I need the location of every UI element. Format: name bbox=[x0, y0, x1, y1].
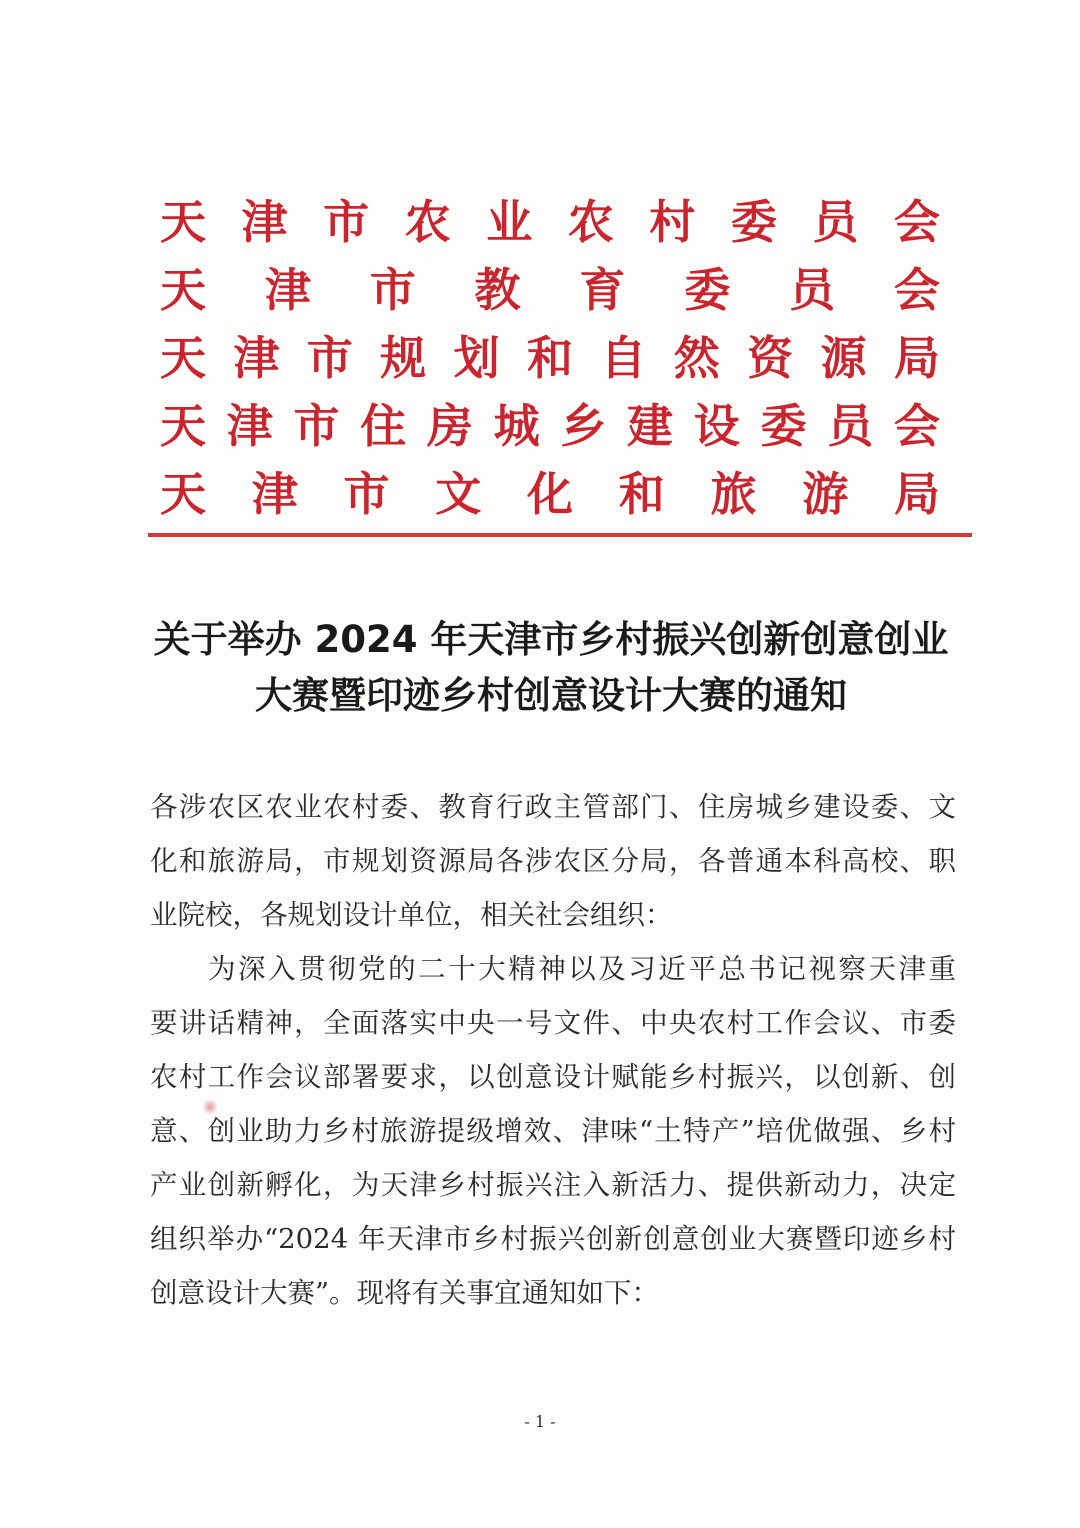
issuer-char: 农 bbox=[404, 195, 451, 249]
issuer-char: 村 bbox=[649, 195, 696, 249]
issuer-char: 津 bbox=[226, 399, 273, 453]
paragraph-line: 创意设计大赛”。现将有关事宜通知如下： bbox=[150, 1277, 660, 1309]
issuer-char: 房 bbox=[426, 399, 473, 453]
issuer-char: 教 bbox=[474, 263, 521, 317]
issuer-line bbox=[160, 324, 940, 392]
issuer-line bbox=[160, 460, 940, 528]
issuer-char: 和 bbox=[526, 331, 573, 385]
issuer-char: 和 bbox=[618, 467, 665, 521]
issuer-char: 旅 bbox=[710, 467, 757, 521]
issuer-char: 化 bbox=[527, 467, 573, 521]
title-line: 关于举办 2024 年天津市乡村振兴创新创意创业 bbox=[153, 618, 949, 661]
issuer-char: 农 bbox=[567, 195, 614, 249]
paragraph-line: 组织举办“2024 年天津市乡村振兴创新创意创业大赛暨印迹乡村 bbox=[150, 1223, 956, 1255]
issuer-char: 会 bbox=[893, 195, 940, 249]
issuer-char: 育 bbox=[579, 263, 626, 317]
paragraph-line: 为深入贯彻党的二十大精神以及习近平总书记视察天津重 bbox=[208, 953, 956, 985]
issuer-char: 津 bbox=[233, 331, 280, 385]
issuer-line bbox=[160, 256, 940, 324]
issuer-char: 委 bbox=[684, 263, 731, 317]
issuer-char: 自 bbox=[600, 331, 647, 385]
issuer-char: 市 bbox=[306, 331, 353, 385]
issuer-char: 文 bbox=[435, 467, 482, 521]
issuer-char: 天 bbox=[160, 263, 206, 317]
issuer-char: 然 bbox=[673, 331, 720, 385]
red-header-rule bbox=[148, 533, 972, 537]
issuer-char: 游 bbox=[802, 467, 849, 521]
issuer-char: 津 bbox=[251, 467, 298, 521]
issuer-char: 市 bbox=[323, 195, 370, 249]
issuer-char: 会 bbox=[893, 399, 940, 453]
page-number: - 1 - bbox=[524, 1412, 556, 1431]
paragraph-line: 意、创业助力乡村旅游提级增效、津味“土特产”培优做强、乡村 bbox=[150, 1115, 956, 1147]
issuer-char: 员 bbox=[789, 263, 836, 317]
issuer-char: 局 bbox=[893, 331, 940, 385]
issuer-char: 津 bbox=[264, 263, 311, 317]
issuer-char: 委 bbox=[760, 399, 807, 453]
paragraph-line: 产业创新孵化，为天津乡村振兴注入新活力、提供新动力，决定 bbox=[150, 1169, 956, 1201]
issuer-char: 员 bbox=[812, 195, 859, 249]
document-title bbox=[150, 612, 952, 724]
issuer-char: 划 bbox=[453, 331, 500, 385]
issuer-char: 天 bbox=[160, 399, 206, 453]
issuer-char: 津 bbox=[241, 195, 288, 249]
issuer-char: 资 bbox=[747, 331, 794, 385]
addressee-line: 化和旅游局，市规划资源局各涉农区分局，各普通本科高校、职 bbox=[150, 845, 956, 877]
issuer-char: 委 bbox=[730, 195, 777, 249]
document-body bbox=[150, 780, 956, 1320]
paragraph-line: 农村工作会议部署要求，以创意设计赋能乡村振兴，以创新、创 bbox=[150, 1061, 956, 1093]
issuer-char: 员 bbox=[827, 399, 874, 453]
issuer-char: 会 bbox=[893, 263, 940, 317]
issuer-char: 市 bbox=[293, 399, 340, 453]
issuer-line bbox=[160, 188, 940, 256]
issuer-char: 城 bbox=[493, 399, 540, 453]
issuer-char: 天 bbox=[160, 331, 206, 385]
issuer-line bbox=[160, 392, 940, 460]
addressee-line: 业院校，各规划设计单位，相关社会组织： bbox=[150, 899, 673, 931]
issuer-char: 源 bbox=[820, 331, 867, 385]
title-line: 大赛暨印迹乡村创意设计大赛的通知 bbox=[255, 674, 847, 717]
paragraph-line: 要讲话精神，全面落实中央一号文件、中央农村工作会议、市委 bbox=[150, 1007, 956, 1039]
issuer-char: 设 bbox=[693, 399, 740, 453]
issuer-char: 建 bbox=[627, 399, 674, 453]
issuer-char: 市 bbox=[343, 467, 390, 521]
issuer-char: 天 bbox=[160, 467, 206, 521]
issuer-char: 乡 bbox=[560, 399, 607, 453]
issuer-char: 天 bbox=[160, 195, 206, 249]
issuer-char: 住 bbox=[360, 399, 407, 453]
seal-ink-mark bbox=[203, 1100, 217, 1114]
addressee-line: 各涉农区农业农村委、教育行政主管部门、住房城乡建设委、文 bbox=[150, 791, 956, 823]
issuer-char: 局 bbox=[894, 467, 940, 521]
issuer-char: 规 bbox=[380, 331, 427, 385]
issuer-char: 业 bbox=[486, 195, 533, 249]
issuer-char: 市 bbox=[369, 263, 416, 317]
issuing-authorities-header bbox=[160, 188, 940, 528]
